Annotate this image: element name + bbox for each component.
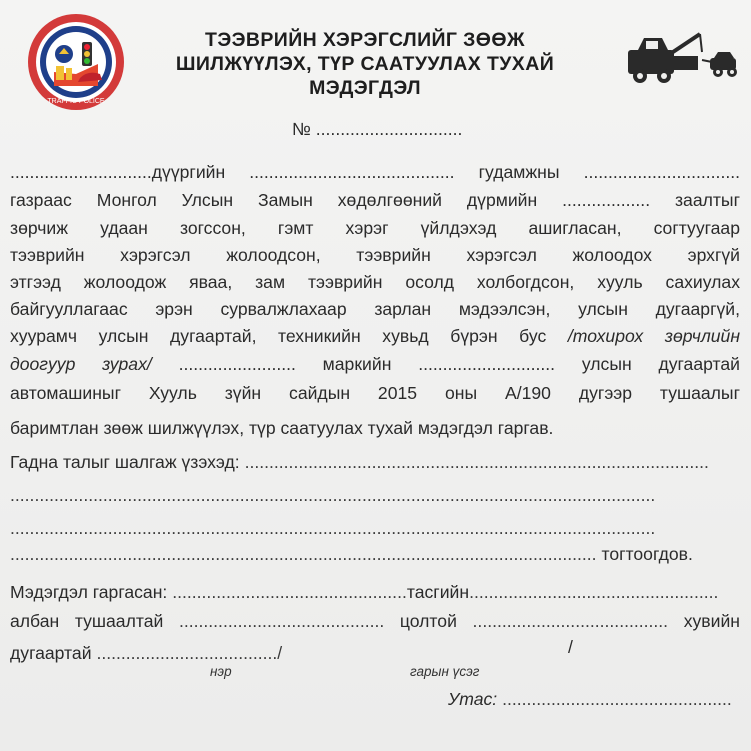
phone-dots: ............................................... — [502, 689, 732, 709]
document-number: № .............................. — [292, 119, 463, 139]
inspection-dots-4: ........................................................................................................................ — [10, 544, 597, 564]
body-line-5: этгээд жолоодож яваа, зам тээврийн осолд холбогдсон, хууль сахиулах — [10, 272, 740, 292]
district-field: .............................дүүргийн — [10, 162, 226, 182]
department-dots: ................................................... — [469, 582, 719, 602]
rank-dots: ........................................ — [472, 611, 669, 631]
body-line-1 — [10, 161, 740, 183]
tow-truck-icon — [626, 30, 738, 84]
body-line-2: газраас Монгол Улсын Замын хөдөлгөөний дүрмийн .................. заалтыг — [10, 190, 740, 210]
title-line-2: ШИЛЖҮҮЛЭХ, ТҮР СААТУУЛАХ ТУХАЙ — [175, 53, 555, 75]
district-dots: .......................................... — [249, 162, 455, 182]
position-line — [10, 610, 740, 632]
body-line-7 — [10, 325, 740, 347]
own-label: хувийн — [683, 611, 740, 631]
inspection-line — [10, 451, 740, 473]
street-label: гудамжны — [478, 162, 560, 182]
emblem-text: TRAFFIC POLICE — [47, 98, 105, 105]
body-line-8 — [10, 353, 740, 375]
signature-slash: / — [568, 637, 573, 657]
strike-instruction-end: доогуур зурах/ — [10, 354, 152, 374]
number-line — [10, 642, 740, 664]
position-label: албан тушаалтай — [10, 611, 164, 631]
phone-line — [448, 688, 738, 710]
inspection-closing-line — [10, 543, 740, 565]
body-line-9: автомашиныг Хууль зүйн сайдын 2015 оны А/190 дугээр тушаалыг — [10, 383, 740, 403]
name-dots: ...................................../ — [96, 643, 283, 663]
inspection-dots-1: ............................................................................................... — [244, 452, 709, 472]
inspection-dots-2: .................................................................................................................................... — [10, 485, 656, 505]
inspection-label: Гадна талыг шалгаж үзэхэд: — [10, 452, 240, 472]
issuer-label: Мэдэгдэл гаргасан: — [10, 582, 168, 602]
make-and-plate-fields: ........................ маркийн ............................ улсын дугаартай — [178, 354, 740, 374]
badge-number-label: дугаартай — [10, 643, 92, 663]
position-dots: .......................................... — [178, 611, 385, 631]
issuer-dots: ................................................ — [172, 582, 407, 602]
body-line-10: баримтлан зөөж шилжүүлэх, түр саатуулах тухай мэдэгдэл гаргав. — [10, 418, 554, 438]
document-title — [150, 28, 580, 100]
signature-caption: гарын үсэг — [410, 664, 480, 679]
title-line-3: МЭДЭГДЭЛ — [309, 77, 421, 99]
inspection-closing: тогтоогдов. — [601, 544, 693, 564]
phone-label: Утас: — [448, 689, 498, 709]
name-caption: нэр — [210, 664, 232, 679]
issuer-line — [10, 581, 740, 603]
strike-instruction: /тохирох зөрчлийн — [567, 326, 741, 346]
rank-label: цолтой — [399, 611, 457, 631]
title-line-1: ТЭЭВРИЙН ХЭРЭГСЛИЙГ ЗӨӨЖ — [205, 29, 525, 51]
body-line-4: тээврийн хэрэгсэл жолоодсон, тээврийн хэрэгсэл жолоодох эрхгүй — [10, 245, 740, 265]
traffic-police-emblem-icon — [26, 12, 126, 112]
body-line-7-text: хуурамч улсын дугаартай, техникийн хувьд бүрэн бус — [10, 326, 547, 346]
department-label: тасгийн — [406, 582, 470, 602]
body-line-3: зөрчиж удаан зогссон, гэмт хэрэг үйлдэхэд ашигласан, согтуугаар — [10, 218, 740, 238]
street-dots: ................................ — [583, 162, 740, 182]
inspection-dots-3: .................................................................................................................................... — [10, 518, 656, 538]
body-line-6: байгууллагаас эрэн сурвалжлахаар зарлан мэдээлсэн, улсын дугааргүй, — [10, 299, 740, 319]
